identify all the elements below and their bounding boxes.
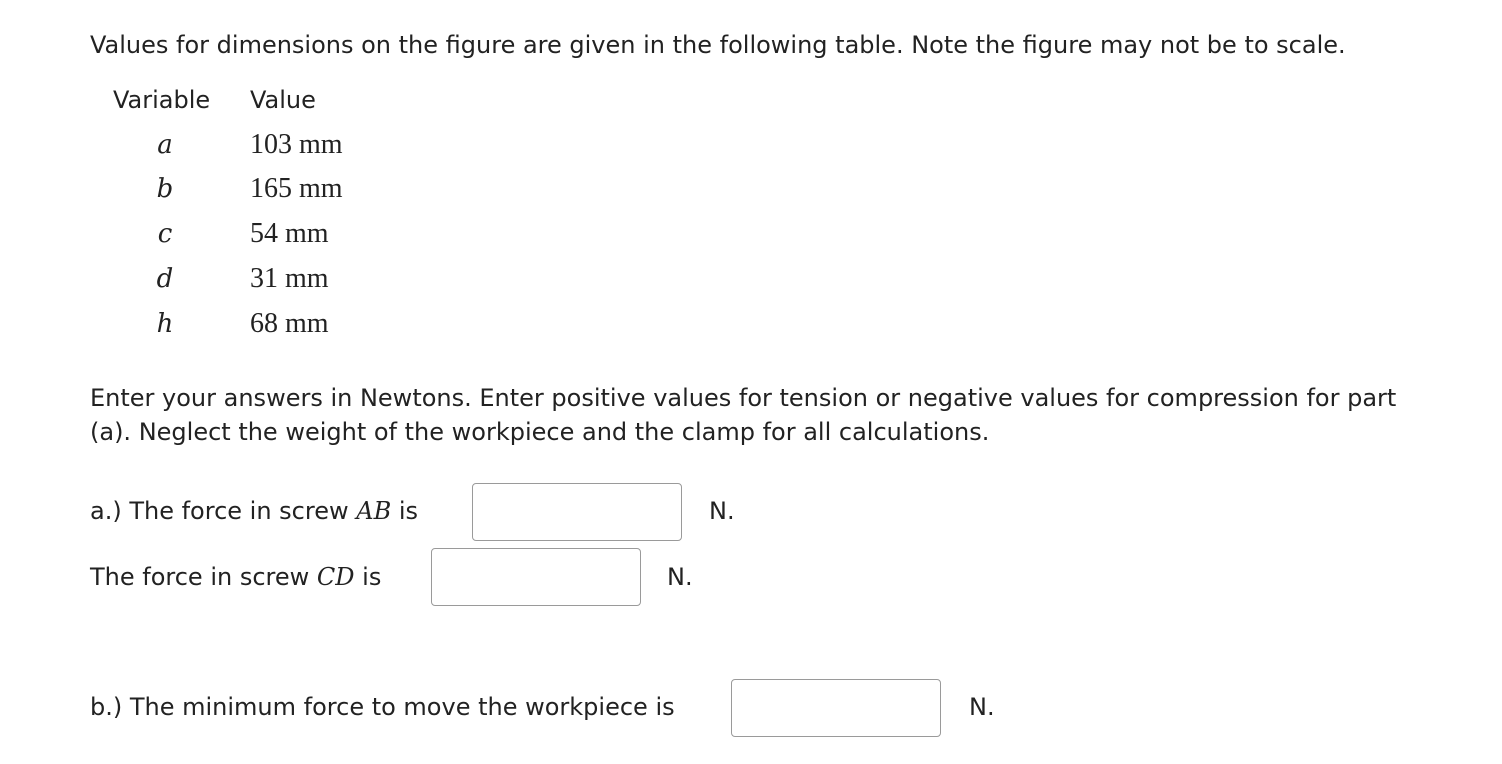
question-cd-suffix: is <box>354 563 382 591</box>
question-cd-prefix: The force in screw <box>90 563 317 591</box>
force-cd-input[interactable] <box>431 548 641 606</box>
force-ab-input[interactable] <box>472 483 682 541</box>
question-ab-label <box>90 496 418 526</box>
value-a: 103 mm <box>250 129 343 160</box>
value-c: 54 mm <box>250 218 329 249</box>
variable-h: h <box>156 309 174 339</box>
variable-a: a <box>157 130 173 160</box>
value-d: 31 mm <box>250 263 329 294</box>
instructions-line-2: (a). Neglect the weight of the workpiece and the clamp for all calculations. <box>90 418 990 446</box>
value-h: 68 mm <box>250 308 329 339</box>
force-ab-unit: N. <box>709 497 735 525</box>
question-ab-prefix: a.) The force in screw <box>90 497 357 525</box>
variable-b: b <box>156 174 174 204</box>
min-force-unit: N. <box>969 693 995 721</box>
intro-text: Values for dimensions on the figure are given in the following table. Note the figure may not be to scale. <box>90 31 1346 59</box>
instructions-line-1: Enter your answers in Newtons. Enter positive values for tension or negative values for compression for part <box>90 384 1397 412</box>
question-min-force-label: b.) The minimum force to move the workpiece is <box>90 693 675 721</box>
question-cd-label <box>90 562 381 592</box>
min-force-input[interactable] <box>731 679 941 737</box>
question-ab-math: AB <box>356 497 392 525</box>
variable-c: c <box>157 219 173 249</box>
force-cd-unit: N. <box>667 563 693 591</box>
value-b: 165 mm <box>250 173 343 204</box>
variable-d: d <box>156 264 174 294</box>
table-header-variable: Variable <box>113 86 211 114</box>
table-header-value: Value <box>250 86 316 114</box>
question-cd-math: CD <box>316 563 355 591</box>
question-ab-suffix: is <box>391 497 419 525</box>
